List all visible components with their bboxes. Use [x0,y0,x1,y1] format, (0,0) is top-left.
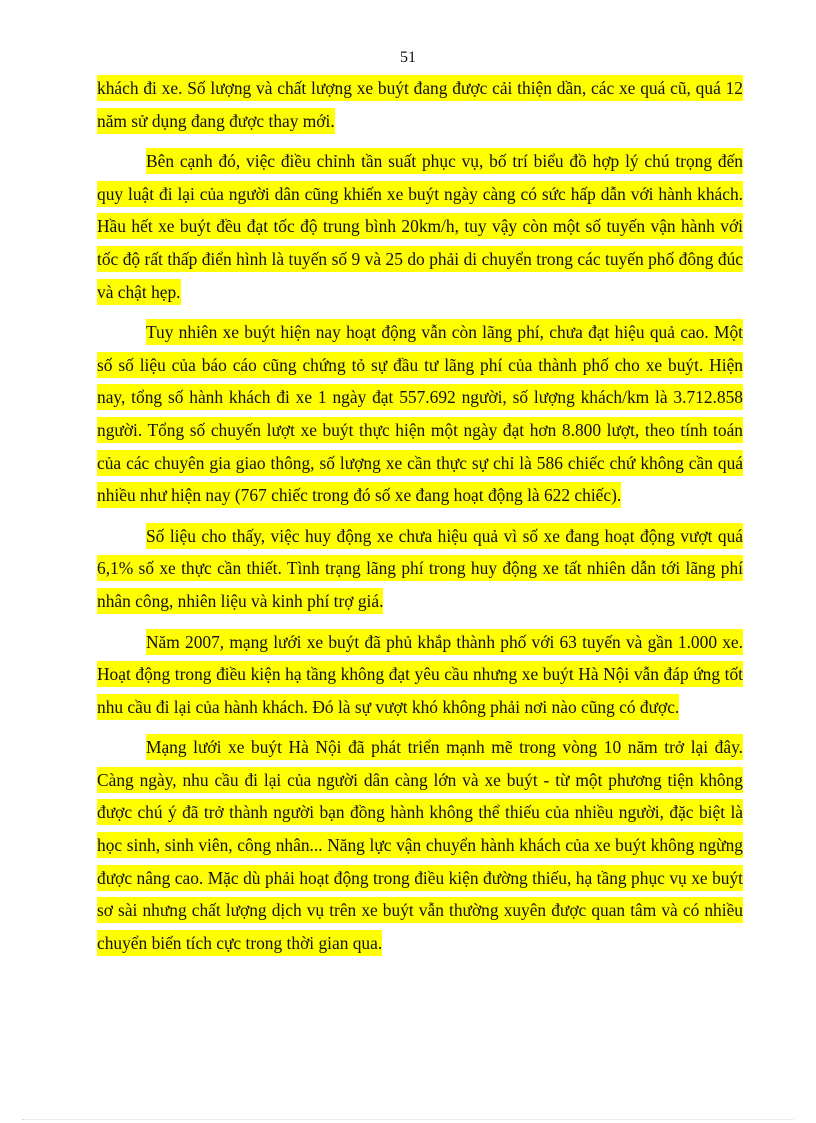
paragraph-3 [97,316,743,512]
highlighted-text: khách đi xe. Số lượng và chất lượng xe buýt đang được cải thiện dần, các xe quá cũ, quá 12 năm sử dụng đang được thay mới. [97,75,743,134]
paragraph-4 [97,520,743,618]
page-bottom-border [22,1119,794,1120]
highlighted-text: Bên cạnh đó, việc điều chỉnh tần suất phục vụ, bố trí biểu đồ hợp lý chú trọng đến quy luật đi lại của người dân cũng khiến xe buýt ngày càng có sức hấp dẫn với hành khách. Hầu hết xe buýt đều đạt tốc độ trung bình 20km/h, tuy vậy còn một số tuyến vận hành với tốc độ rất thấp điển hình là tuyến số 9 và 25 do phải di chuyển trong các tuyến phố đông đúc và chật hẹp. [97,148,743,304]
highlighted-text: Số liệu cho thấy, việc huy động xe chưa hiệu quả vì số xe đang hoạt động vượt quá 6,1% số xe thực cần thiết. Tình trạng lãng phí trong huy động xe tất nhiên dẫn tới lãng phí nhân công, nhiên liệu và kinh phí trợ giá. [97,523,743,614]
highlighted-text: Mạng lưới xe buýt Hà Nội đã phát triển mạnh mẽ trong vòng 10 năm trở lại đây. Càng ngày, nhu cầu đi lại của người dân càng lớn và xe buýt - từ một phương tiện không được chú ý đã trở thành người bạn đồng hành không thể thiếu của nhiều người, đặc biệt là học sinh, sinh viên, công nhân... Năng lực vận chuyển hành khách của xe buýt không ngừng được nâng cao. Mặc dù phải hoạt động trong điều kiện đường thiếu, hạ tầng phục vụ xe buýt sơ sài nhưng chất lượng dịch vụ trên xe buýt vẫn thường xuyên được quan tâm và có nhiều chuyển biến tích cực trong thời gian qua. [97,734,743,956]
highlighted-text: Năm 2007, mạng lưới xe buýt đã phủ khắp thành phố với 63 tuyến và gần 1.000 xe. Hoạt động trong điều kiện hạ tầng không đạt yêu cầu nhưng xe buýt Hà Nội vẫn đáp ứng tốt nhu cầu đi lại của hành khách. Đó là sự vượt khó không phải nơi nào cũng có được. [97,629,743,720]
paragraph-6 [97,731,743,959]
highlighted-text: Tuy nhiên xe buýt hiện nay hoạt động vẫn còn lãng phí, chưa đạt hiệu quả cao. Một số số liệu của báo cáo cũng chứng tỏ sự đầu tư lãng phí của thành phố cho xe buýt. Hiện nay, tổng số hành khách đi xe 1 ngày đạt 557.692 người, số lượng khách/km là 3.712.858 người. Tổng số chuyến lượt xe buýt thực hiện một ngày đạt hơn 8.800 lượt, theo tính toán của các chuyên gia giao thông, số lượng xe cần thực sự chỉ là 586 chiếc chứ không cần quá nhiều như hiện nay (767 chiếc trong đó số xe đang hoạt động là 622 chiếc). [97,319,743,508]
paragraph-1 [97,72,743,137]
paragraph-5 [97,626,743,724]
paragraph-2 [97,145,743,308]
document-body [97,72,743,967]
page-number: 51 [400,49,416,66]
